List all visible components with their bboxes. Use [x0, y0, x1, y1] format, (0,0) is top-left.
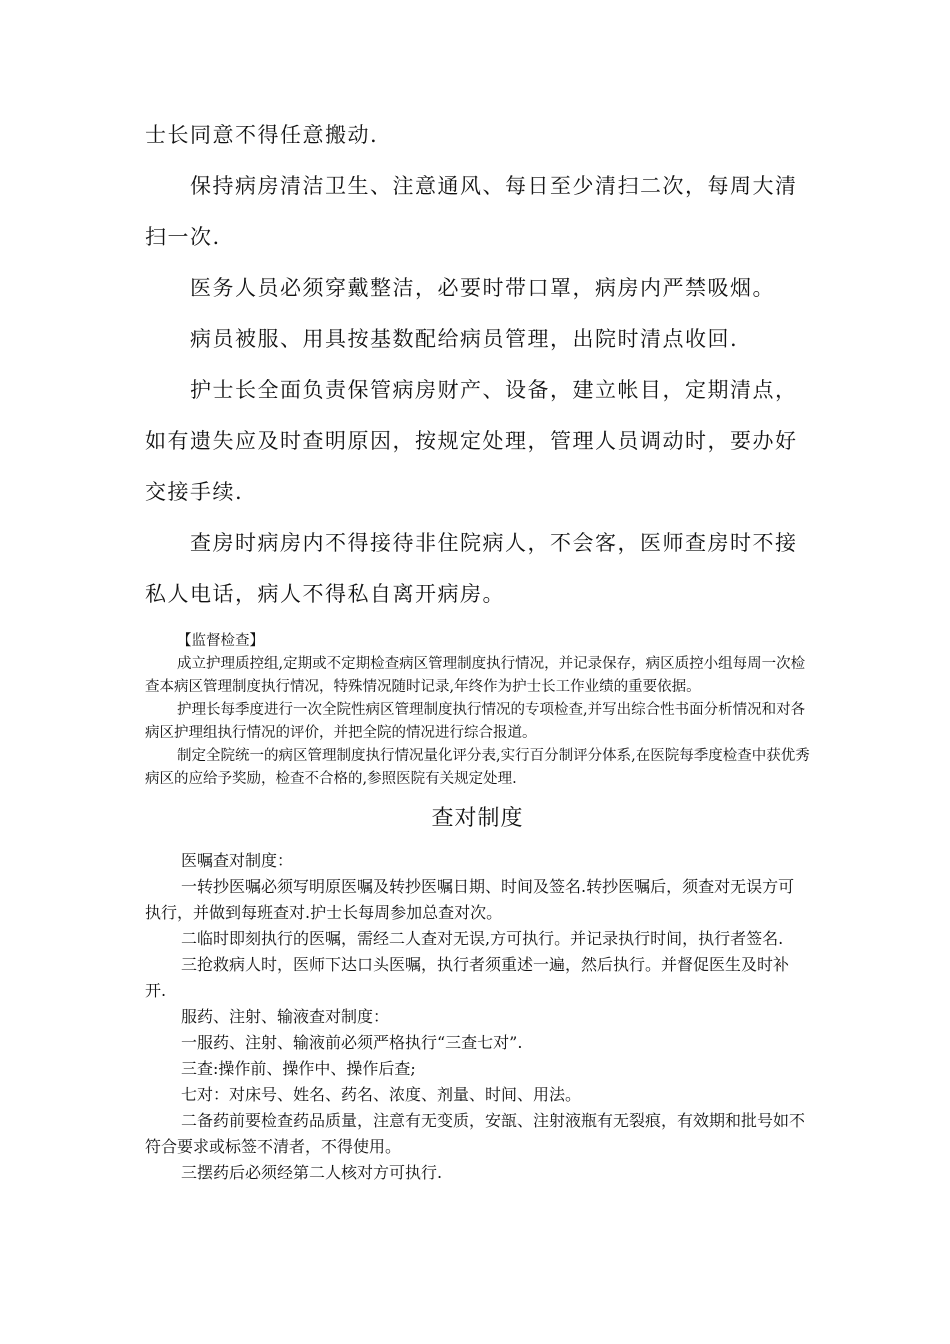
- paragraph: 士长同意不得任意搬动.: [145, 123, 379, 147]
- paragraph: 一服药、注射、输液前必须严格执行“三查七对”.: [181, 1033, 523, 1052]
- ward-rules-section: [145, 110, 810, 620]
- supervision-section: [145, 630, 810, 791]
- check-system-section: [145, 848, 810, 1186]
- paragraph: 护理长每季度进行一次全院性病区管理制度执行情况的专项检查,并写出综合性书面分析情况和对各病区护理组执行情况的评价，并把全院的情况进行综合报道。: [145, 702, 806, 741]
- paragraph: 制定全院统一的病区管理制度执行情况量化评分表,实行百分制评分体系,在医院每季度检查中获优秀病区的应给予奖励，检查不合格的,参照医院有关规定处理.: [145, 748, 810, 787]
- paragraph: 成立护理质控组,定期或不定期检查病区管理制度执行情况，并记录保存，病区质控小组每周一次检查本病区管理制度执行情况，特殊情况随时记录,年终作为护士长工作业绩的重要依据。: [145, 656, 806, 695]
- paragraph: 三查:操作前、操作中、操作后查;: [181, 1059, 416, 1078]
- paragraph: 医务人员必须穿戴整洁，必要时带口罩，病房内严禁吸烟。: [190, 276, 775, 300]
- paragraph: 七对：对床号、姓名、药名、浓度、剂量、时间、用法。: [181, 1085, 582, 1104]
- paragraph: 护士长全面负责保管病房财产、设备，建立帐目，定期清点，如有遗失应及时查明原因，按规定处理，管理人员调动时，要办好交接手续.: [145, 378, 798, 504]
- paragraph: 一转抄医嘱必须写明原医嘱及转抄医嘱日期、时间及签名.转抄医嘱后，须查对无误方可执行，并做到每班查对.护士长每周参加总查对次。: [145, 877, 795, 922]
- document-page: [145, 110, 810, 1186]
- paragraph: 保持病房清洁卫生、注意通风、每日至少清扫二次，每周大清扫一次.: [145, 174, 798, 249]
- paragraph: 病员被服、用具按基数配给病员管理，出院时清点收回.: [190, 327, 739, 351]
- paragraph: 二临时即刻执行的医嘱，需经二人查对无误,方可执行。并记录执行时间，执行者签名.: [181, 929, 784, 948]
- section-title: 查对制度: [431, 806, 524, 831]
- paragraph: 查房时病房内不得接待非住院病人，不会客，医师查房时不接私人电话，病人不得私自离开病房。: [145, 531, 798, 606]
- paragraph: 二备药前要检查药品质量，注意有无变质，安瓿、注射液瓶有无裂痕，有效期和批号如不符合要求或标签不清者，不得使用。: [145, 1111, 806, 1156]
- paragraph: 服药、注射、输液查对制度：: [181, 1007, 390, 1026]
- paragraph: 三抢救病人时，医师下达口头医嘱，执行者须重述一遍，然后执行。并督促医生及时补开.: [145, 955, 790, 1000]
- paragraph: 医嘱查对制度：: [181, 851, 294, 870]
- paragraph: 三摆药后必须经第二人核对方可执行.: [181, 1163, 443, 1182]
- section-heading: 【监督检查】: [177, 633, 264, 649]
